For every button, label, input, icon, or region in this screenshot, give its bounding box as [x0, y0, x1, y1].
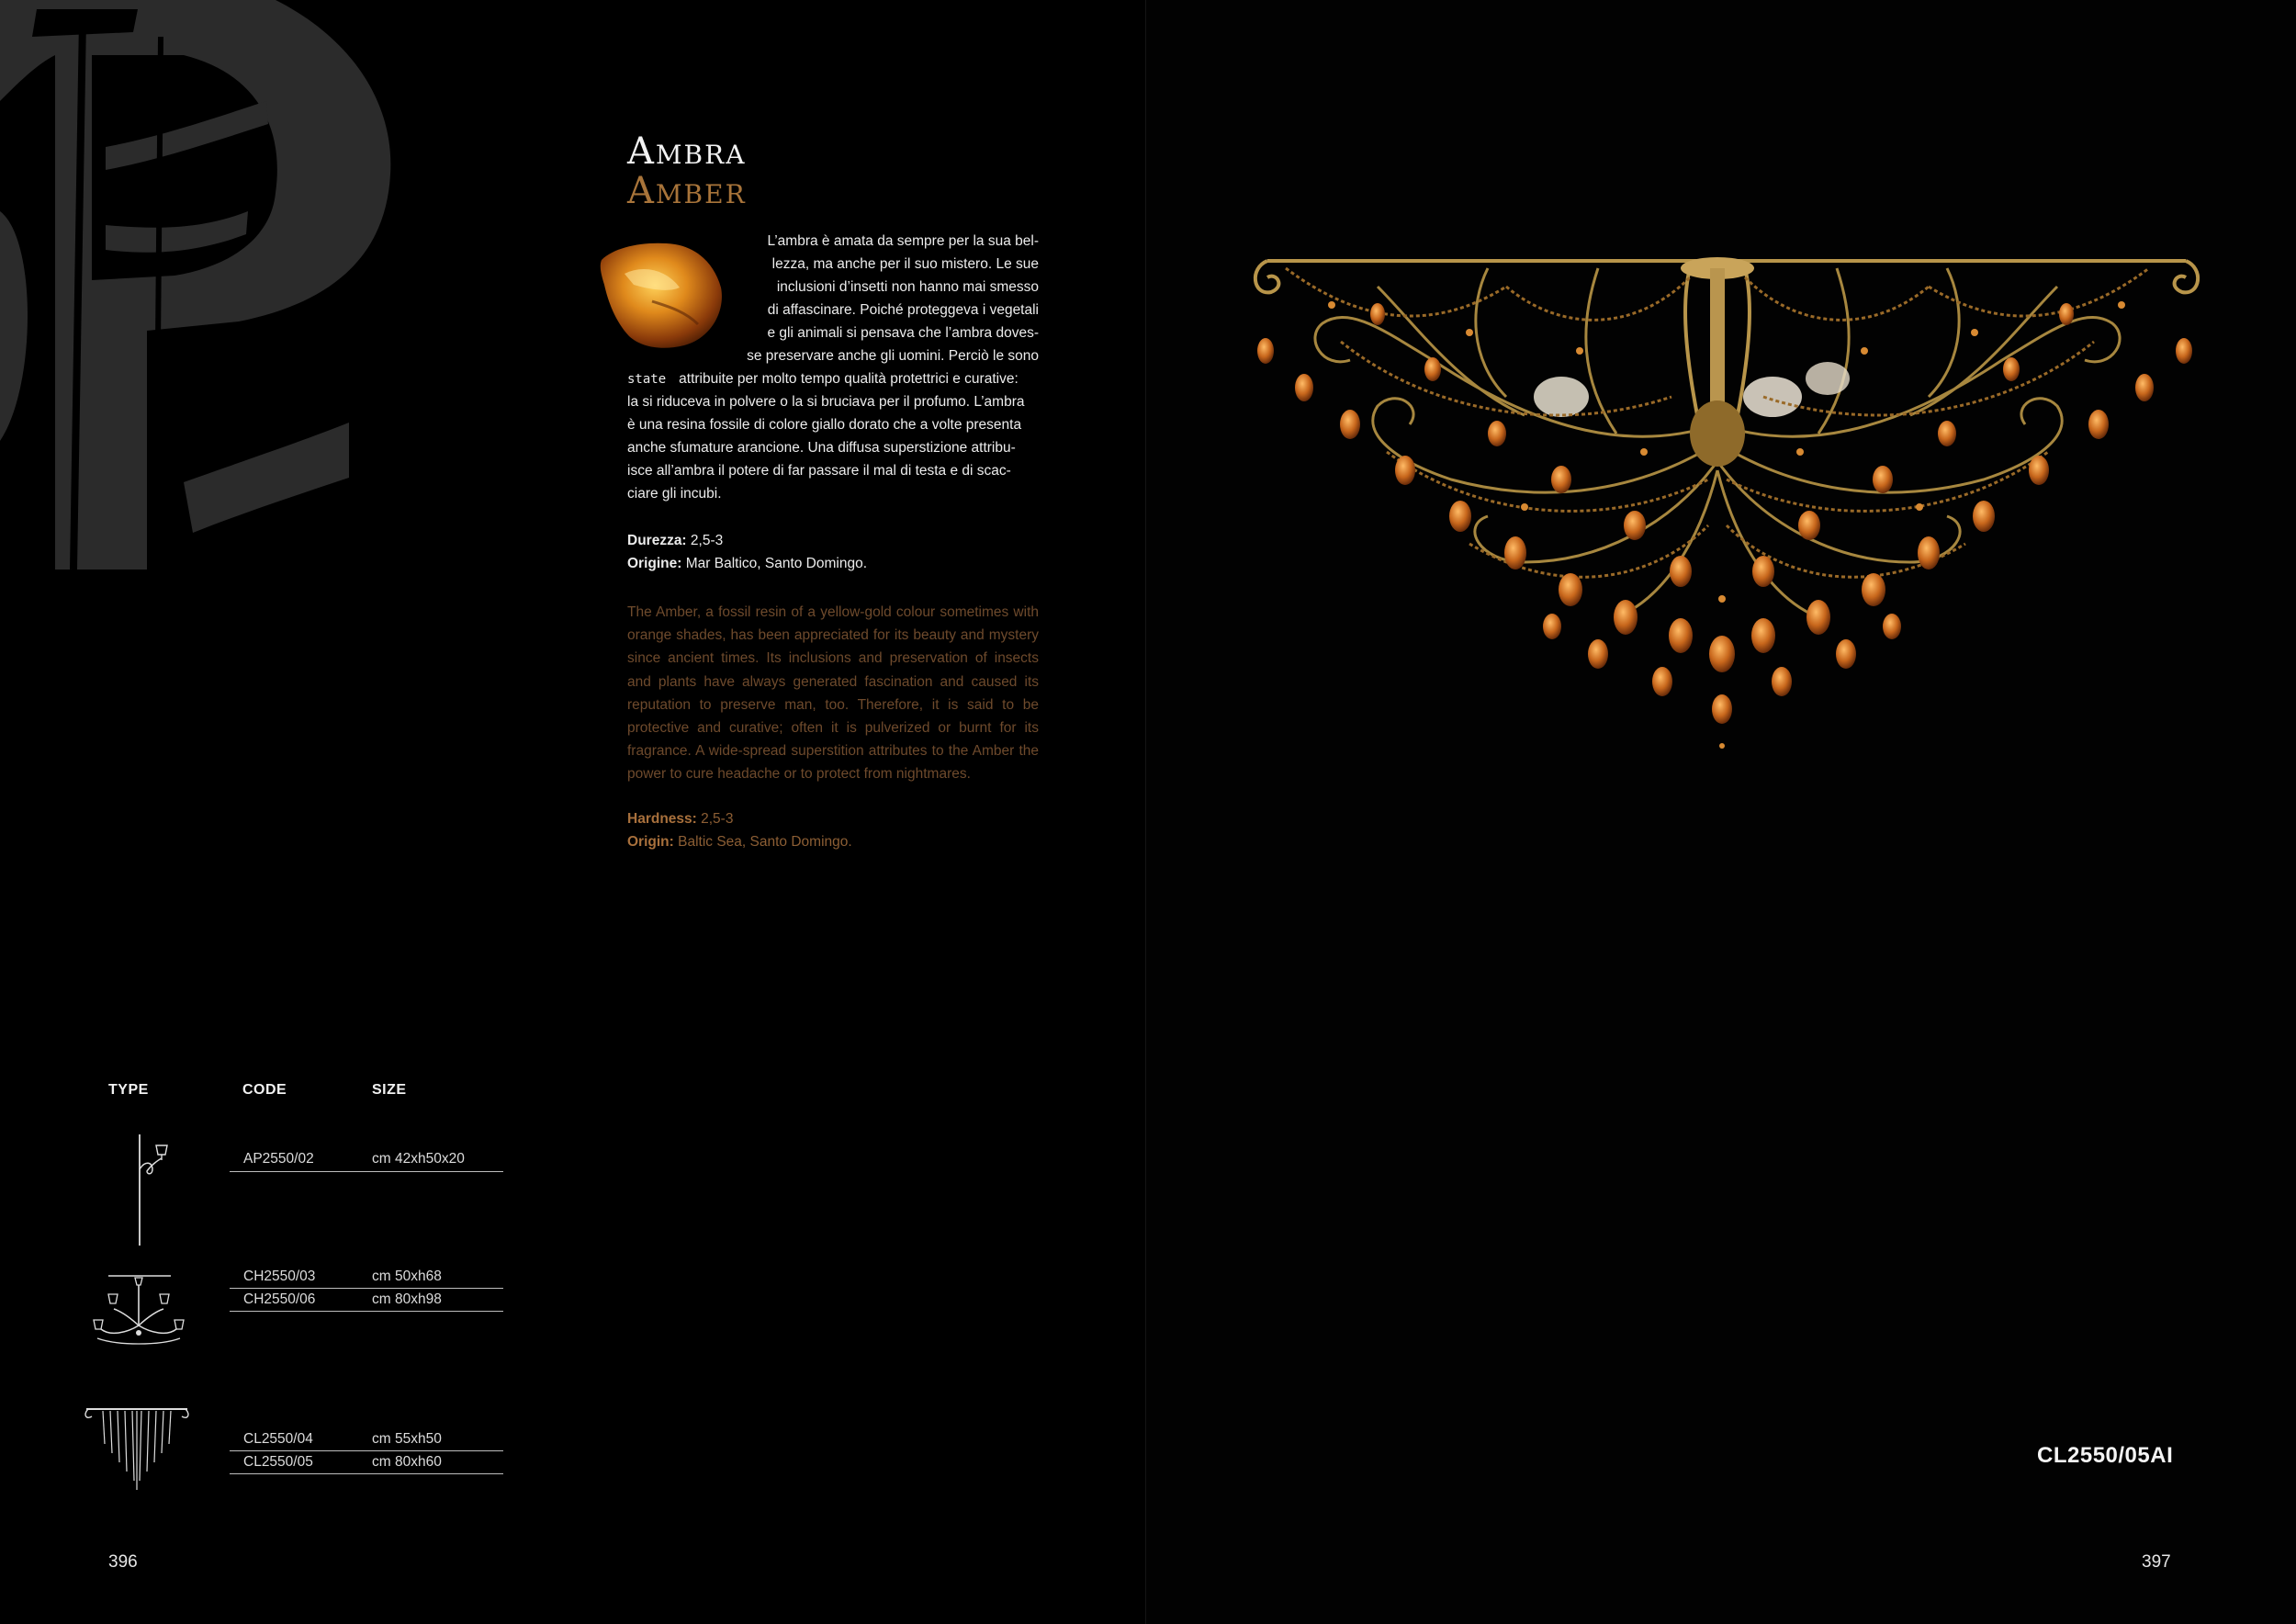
- product-code: CL2550/05AI: [2037, 1443, 2174, 1468]
- italian-line-7: [627, 367, 1039, 391]
- table-row-size: cm 80xh60: [372, 1454, 442, 1470]
- table-row-size: cm 42xh50x20: [372, 1151, 465, 1167]
- hardness-label: Hardness:: [627, 811, 697, 827]
- origine-row: [627, 556, 867, 572]
- table-divider: [230, 1473, 503, 1474]
- table-row-code: CL2550/04: [243, 1431, 313, 1447]
- durezza-value: 2,5-3: [690, 533, 724, 548]
- table-row-size: cm 55xh50: [372, 1431, 442, 1447]
- chandelier-icon: [90, 1272, 186, 1355]
- origin-label: Origin:: [627, 834, 674, 850]
- amber-stone-image-icon: [597, 237, 726, 352]
- durezza-label: Durezza:: [627, 533, 687, 548]
- left-page: [0, 0, 1146, 1624]
- italian-line-6: se preservare anche gli uomini. Perciò le sono: [747, 348, 1039, 364]
- table-divider: [230, 1171, 503, 1172]
- origine-value: Mar Baltico, Santo Domingo.: [685, 556, 868, 571]
- italian-line-4: di affascinare. Poiché proteggeva i vegetali: [767, 302, 1039, 318]
- title-italian: Ambra: [627, 130, 747, 173]
- wall-lamp-icon: [129, 1133, 174, 1247]
- italian-line-7-rest: attribuite per molto tempo qualità protettrici e curative:: [679, 371, 1019, 387]
- english-paragraph: The Amber, a fossil resin of a yellow-gold colour sometimes with orange shades, has been appreciated for its beauty and mystery since ancient times. Its inclusions and preservation of insects and plants have always generated fascination and caused its reputation to preserve man, too. Therefore, it is said to be protective and curative; often it is pulverized or burnt for its fragrance. A wide-spread superstition attributes to the Amber the power to cure headache or to protect from nightmares.: [627, 604, 1039, 783]
- origin-value: Baltic Sea, Santo Domingo.: [678, 834, 852, 850]
- table-row-size: cm 80xh98: [372, 1291, 442, 1307]
- origin-row: [627, 834, 852, 851]
- table-row-code: CH2550/06: [243, 1291, 316, 1307]
- state-word: state: [627, 372, 667, 387]
- origine-label: Origine:: [627, 556, 682, 571]
- italian-line-12: ciare gli incubi.: [627, 486, 722, 502]
- table-divider: [230, 1311, 503, 1312]
- italian-line-8: la si riduceva in polvere o la si bruciava per il profumo. L’ambra: [627, 394, 1025, 410]
- title-english: Amber: [627, 170, 747, 212]
- italian-line-9: è una resina fossile di colore giallo dorato che a volte presenta: [627, 417, 1022, 433]
- durezza-row: [627, 533, 723, 549]
- table-divider: [230, 1450, 503, 1451]
- chandelier-photo-icon: [1249, 250, 2204, 764]
- right-page: [1146, 0, 2296, 1624]
- header-size: SIZE: [372, 1082, 407, 1098]
- page-number-right: 397: [2142, 1552, 2171, 1572]
- italian-line-2: lezza, ma anche per il suo mistero. Le sue: [771, 256, 1039, 272]
- hardness-value: 2,5-3: [701, 811, 734, 827]
- ceiling-lamp-icon: [81, 1405, 193, 1493]
- header-type: TYPE: [108, 1082, 149, 1098]
- header-code: CODE: [242, 1082, 287, 1098]
- table-row-code: CH2550/03: [243, 1269, 316, 1284]
- italian-line-3: inclusioni d’insetti non hanno mai smesso: [776, 279, 1039, 295]
- hardness-row: [627, 811, 733, 828]
- italian-line-11: isce all’ambra il potere di far passare il mal di testa e di scac-: [627, 463, 1011, 479]
- table-divider: [230, 1288, 503, 1289]
- italian-line-5: e gli animali si pensava che l’ambra doves-: [767, 325, 1039, 341]
- page-number-left: 396: [108, 1552, 138, 1572]
- italian-line-10: anche sfumature arancione. Una diffusa superstizione attribu-: [627, 440, 1016, 456]
- table-row-code: AP2550/02: [243, 1151, 314, 1167]
- italian-line-1: L’ambra è amata da sempre per la sua bel-: [767, 233, 1039, 249]
- table-row-size: cm 50xh68: [372, 1269, 442, 1284]
- gothic-initial-p-icon: [0, 0, 404, 579]
- table-row-code: CL2550/05: [243, 1454, 313, 1470]
